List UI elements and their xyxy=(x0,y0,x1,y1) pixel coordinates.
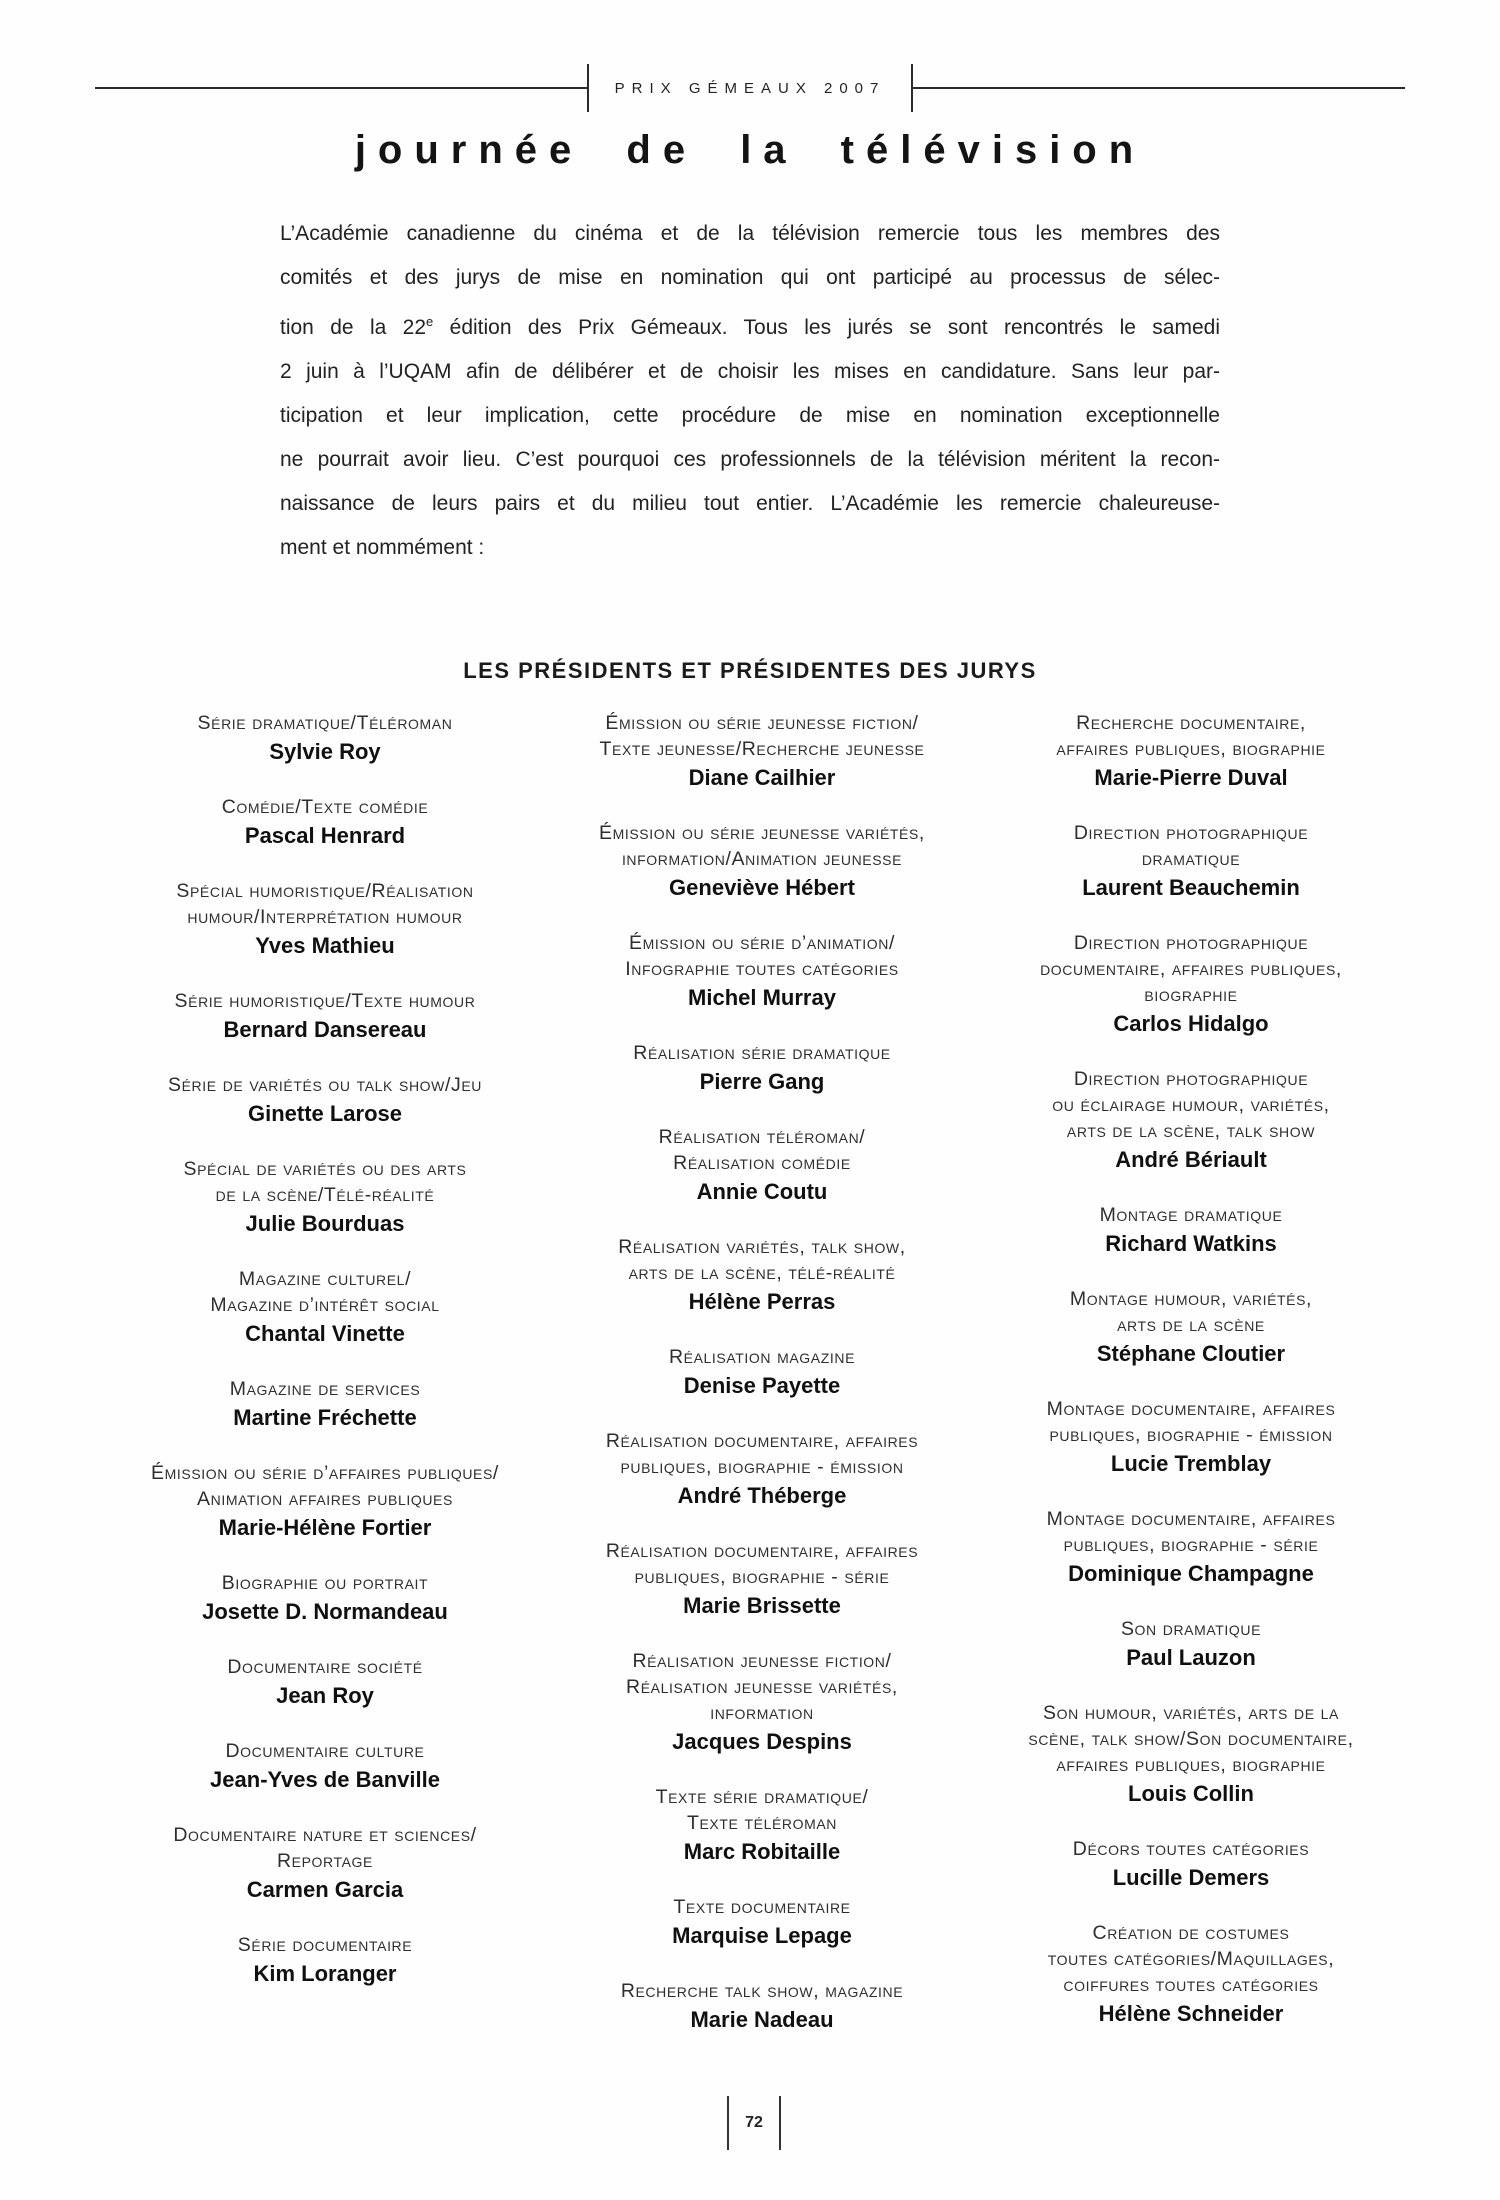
jury-category xyxy=(1074,820,1308,872)
jury-category xyxy=(633,1040,890,1066)
jury-category xyxy=(227,1654,422,1680)
jury-category xyxy=(669,1344,855,1370)
jury-entry xyxy=(1056,710,1325,791)
jury-category xyxy=(238,1932,412,1958)
jury-name: Dominique Champagne xyxy=(1068,1561,1314,1586)
header xyxy=(95,64,1405,112)
jury-category-line: publiques, biographie - série xyxy=(1063,1534,1319,1556)
intro-line: L’Académie canadienne du cinéma et de la télévision remercie tous les membres des xyxy=(280,222,1220,245)
jury-entry xyxy=(625,930,899,1011)
jury-category-line: Texte série dramatique/ xyxy=(655,1786,869,1808)
jury-entry xyxy=(176,878,473,959)
jury-name: Denise Payette xyxy=(683,1373,841,1398)
jury-entry xyxy=(210,1266,439,1347)
jury-name: Stéphane Cloutier xyxy=(1096,1341,1286,1366)
jury-entry xyxy=(1070,1286,1312,1367)
jury-columns xyxy=(105,710,1402,2062)
jury-name: Lucie Tremblay xyxy=(1110,1451,1272,1476)
jury-name: Geneviève Hébert xyxy=(669,875,855,900)
jury-entry xyxy=(1047,1506,1336,1587)
jury-category xyxy=(1073,1836,1309,1862)
jury-category-line: Réalisation variétés, talk show, xyxy=(618,1236,906,1258)
page-title: journée de la télévision xyxy=(354,128,1146,172)
jury-category xyxy=(659,1124,866,1176)
superscript-e: e xyxy=(426,314,434,329)
jury-name: Louis Collin xyxy=(1128,1781,1254,1806)
intro-paragraph xyxy=(280,212,1220,570)
jury-category xyxy=(168,1072,482,1098)
jury-category-line: Réalisation jeunesse variétés, xyxy=(626,1676,898,1698)
jury-category-line: Spécial de variétés ou des arts xyxy=(183,1158,467,1180)
jury-category-line: Réalisation documentaire, affaires xyxy=(605,1540,919,1562)
jury-name: Lucille Demers xyxy=(1112,1865,1270,1890)
jury-category-line: Réalisation jeunesse fiction/ xyxy=(632,1650,892,1672)
jury-category-line: Décors toutes catégories xyxy=(1072,1838,1310,1860)
jury-category-line: Documentaire société xyxy=(227,1656,423,1678)
jury-name: Annie Coutu xyxy=(696,1179,828,1204)
intro-line: 2 juin à l’UQAM afin de délibérer et de choisir les mises en candidature. Sans leur par- xyxy=(280,360,1220,383)
jury-entry xyxy=(669,1344,855,1399)
jury-entry xyxy=(210,1738,440,1793)
jury-entry xyxy=(1047,1396,1336,1477)
intro-line-part: édition des Prix Gémeaux. Tous les jurés se sont rencontrés le samedi xyxy=(433,316,1220,339)
jury-name: Pascal Henrard xyxy=(244,823,406,848)
jury-category-line: scène, talk show/Son documentaire, xyxy=(1028,1728,1354,1750)
jury-category xyxy=(656,1784,869,1836)
jury-category-line: arts de la scène, télé-réalité xyxy=(628,1262,896,1284)
jury-entry xyxy=(633,1040,890,1095)
jury-category-line: biographie xyxy=(1144,984,1238,1006)
jury-category xyxy=(222,794,429,820)
jury-column xyxy=(979,710,1403,2062)
jury-category xyxy=(1121,1616,1261,1642)
jury-category-line: Recherche talk show, magazine xyxy=(620,1980,904,2002)
jury-category-line: affaires publiques, biographie xyxy=(1056,1754,1326,1776)
jury-name: Martine Fréchette xyxy=(233,1405,417,1430)
jury-category-line: Son dramatique xyxy=(1120,1618,1262,1640)
jury-name: Marie Nadeau xyxy=(690,2007,834,2032)
jury-name: Kim Loranger xyxy=(253,1961,397,1986)
jury-category-line: Direction photographique xyxy=(1073,1068,1309,1090)
jury-category xyxy=(176,878,473,930)
jury-entry xyxy=(238,1932,412,1987)
jury-name: Ginette Larose xyxy=(247,1101,403,1126)
jury-category-line: Documentaire culture xyxy=(225,1740,425,1762)
kicker: PRIX GÉMEAUX 2007 xyxy=(614,79,886,97)
jury-entry xyxy=(1073,1836,1309,1891)
jury-name: Pierre Gang xyxy=(699,1069,825,1094)
jury-entry xyxy=(1028,1700,1353,1807)
intro-line: ticipation et leur implication, cette procédure de mise en nomination exceptionnelle xyxy=(280,404,1220,427)
jury-category-line: affaires publiques, biographie xyxy=(1056,738,1326,760)
jury-entry xyxy=(599,820,925,901)
jury-category-line: Spécial humoristique/Réalisation xyxy=(176,880,474,902)
jury-category-line: arts de la scène xyxy=(1117,1314,1265,1336)
jury-category-line: Réalisation magazine xyxy=(668,1346,856,1368)
jury-category-line: Série de variétés ou talk show/Jeu xyxy=(168,1074,482,1096)
jury-category-line: publiques, biographie - émission xyxy=(620,1456,904,1478)
jury-entry xyxy=(672,1894,852,1949)
jury-category-line: Magazine de services xyxy=(229,1378,421,1400)
jury-entry xyxy=(168,1072,482,1127)
jury-name: Marc Robitaille xyxy=(683,1839,841,1864)
jury-name: Jean Roy xyxy=(276,1683,374,1708)
jury-category-line: Biographie ou portrait xyxy=(221,1572,429,1594)
jury-entry xyxy=(202,1570,448,1625)
header-rule-right xyxy=(913,87,1405,89)
jury-category xyxy=(626,1648,898,1726)
jury-category-line: documentaire, affaires publiques, xyxy=(1040,958,1342,980)
jury-entry xyxy=(1121,1616,1261,1671)
intro-line: naissance de leurs pairs et du milieu tout entier. L’Académie les remercie chaleureuse- xyxy=(280,492,1220,515)
jury-category xyxy=(618,1234,906,1286)
jury-name: Richard Watkins xyxy=(1105,1231,1277,1256)
intro-line: ne pourrait avoir lieu. C’est pourquoi ces professionnels de la télévision méritent la recon- xyxy=(280,448,1220,471)
intro-line: comités et des jurys de mise en nomination qui ont participé au processus de sélec- xyxy=(280,266,1220,289)
jury-category-line: Recherche documentaire, xyxy=(1076,712,1306,734)
jury-category xyxy=(210,1738,440,1764)
jury-category-line: Direction photographique xyxy=(1073,822,1309,844)
jury-category xyxy=(202,1570,448,1596)
jury-category-line: Montage documentaire, affaires xyxy=(1046,1508,1336,1530)
jury-category-line: Animation affaires publiques xyxy=(197,1488,453,1510)
jury-category-line: Texte téléroman xyxy=(686,1812,838,1834)
section-heading: LES PRÉSIDENTS ET PRÉSIDENTES DES JURYS xyxy=(463,658,1037,683)
jury-name: Julie Bourduas xyxy=(245,1211,405,1236)
jury-category-line: de la scène/Télé-réalité xyxy=(215,1184,435,1206)
jury-entry xyxy=(659,1124,866,1205)
jury-category xyxy=(621,1978,903,2004)
jury-category-line: Magazine d’intérêt social xyxy=(210,1294,440,1316)
jury-name: Hélène Perras xyxy=(688,1289,836,1314)
jury-name: Marquise Lepage xyxy=(672,1923,852,1948)
jury-name: André Bériault xyxy=(1115,1147,1267,1172)
jury-category-line: Réalisation série dramatique xyxy=(633,1042,891,1064)
intro-line-part: tion de la 22 xyxy=(280,316,427,339)
jury-entry xyxy=(198,710,453,765)
jury-entry xyxy=(175,988,476,1043)
jury-name: Bernard Dansereau xyxy=(223,1017,427,1042)
jury-name: Chantal Vinette xyxy=(245,1321,405,1346)
jury-name: Jacques Despins xyxy=(672,1729,852,1754)
jury-category-line: Série humoristique/Texte humour xyxy=(174,990,476,1012)
jury-entry xyxy=(656,1784,869,1865)
jury-category-line: Réalisation téléroman/ xyxy=(658,1126,866,1148)
jury-column xyxy=(550,710,974,2062)
jury-category-line: Montage humour, variétés, xyxy=(1069,1288,1313,1310)
jury-entry xyxy=(222,794,429,849)
jury-column xyxy=(105,710,545,2062)
jury-category-line: Montage documentaire, affaires xyxy=(1046,1398,1336,1420)
jury-category xyxy=(1047,1506,1336,1558)
jury-name: Paul Lauzon xyxy=(1126,1645,1256,1670)
jury-entry xyxy=(618,1234,906,1315)
jury-category xyxy=(230,1376,421,1402)
jury-category-line: ou éclairage humour, variétés, xyxy=(1052,1094,1330,1116)
jury-entry xyxy=(151,1460,499,1541)
jury-entry xyxy=(621,1978,903,2033)
jury-category xyxy=(599,820,925,872)
jury-category-line: Infographie toutes catégories xyxy=(625,958,899,980)
jury-category-line: Texte documentaire xyxy=(673,1896,851,1918)
jury-category xyxy=(175,988,476,1014)
jury-name: Marie-Hélène Fortier xyxy=(218,1515,432,1540)
page-number: 72 xyxy=(745,2114,763,2131)
jury-category xyxy=(1047,1396,1336,1448)
jury-name: Sylvie Roy xyxy=(269,739,381,764)
jury-name: Laurent Beauchemin xyxy=(1082,875,1300,900)
jury-category xyxy=(1052,1066,1329,1144)
jury-category xyxy=(600,710,925,762)
jury-category xyxy=(1028,1700,1353,1778)
page-number-box xyxy=(727,2096,781,2150)
jury-category-line: dramatique xyxy=(1141,848,1241,870)
jury-category xyxy=(672,1894,852,1920)
jury-entry xyxy=(626,1648,898,1755)
jury-category-line: Texte jeunesse/Recherche jeunesse xyxy=(599,738,925,760)
jury-category-line: publiques, biographie - série xyxy=(634,1566,890,1588)
jury-name: Michel Murray xyxy=(688,985,836,1010)
jury-entry xyxy=(1048,1920,1334,2027)
jury-category-line: information/Animation jeunesse xyxy=(621,848,903,870)
kicker-box xyxy=(587,64,914,112)
jury-category-line: Émission ou série d’animation/ xyxy=(629,932,895,954)
jury-entry xyxy=(1074,820,1308,901)
intro-line: ment et nommément : xyxy=(280,536,485,559)
jury-category-line: Réalisation documentaire, affaires xyxy=(605,1430,919,1452)
jury-category-line: Reportage xyxy=(277,1850,373,1872)
jury-category-line: Série documentaire xyxy=(237,1934,413,1956)
jury-category xyxy=(606,1428,918,1480)
jury-category xyxy=(1070,1286,1312,1338)
jury-entry xyxy=(173,1822,476,1903)
jury-category-line: publiques, biographie - émission xyxy=(1049,1424,1333,1446)
jury-category-line: Série dramatique/Téléroman xyxy=(197,712,453,734)
jury-category xyxy=(1040,930,1342,1008)
intro-line xyxy=(280,300,1220,350)
jury-category-line: toutes catégories/Maquillages, xyxy=(1047,1948,1335,1970)
jury-entry xyxy=(1040,930,1342,1037)
jury-name: Diane Cailhier xyxy=(688,765,836,790)
jury-category xyxy=(625,930,899,982)
jury-name: Carmen Garcia xyxy=(246,1877,404,1902)
header-rule-left xyxy=(95,87,587,89)
jury-category xyxy=(210,1266,439,1318)
jury-category-line: Émission ou série d’affaires publiques/ xyxy=(151,1462,499,1484)
jury-category xyxy=(151,1460,499,1512)
jury-entry xyxy=(230,1376,421,1431)
jury-category-line: coiffures toutes catégories xyxy=(1063,1974,1319,1996)
jury-entry xyxy=(606,1428,918,1509)
jury-category-line: humour/Interprétation humour xyxy=(187,906,463,928)
jury-category-line: Réalisation comédie xyxy=(673,1152,851,1174)
jury-category-line: Son humour, variétés, arts de la xyxy=(1043,1702,1339,1724)
jury-name: Hélène Schneider xyxy=(1098,2001,1284,2026)
jury-name: Jean-Yves de Banville xyxy=(210,1767,440,1792)
jury-entry xyxy=(227,1654,422,1709)
jury-entry xyxy=(183,1156,466,1237)
jury-category-line: Création de costumes xyxy=(1092,1922,1290,1944)
jury-entry xyxy=(600,710,925,791)
jury-category-line: Comédie/Texte comédie xyxy=(221,796,429,818)
jury-category-line: Émission ou série jeunesse fiction/ xyxy=(605,712,919,734)
jury-name: Josette D. Normandeau xyxy=(202,1599,448,1624)
jury-category-line: Direction photographique xyxy=(1073,932,1309,954)
jury-name: Yves Mathieu xyxy=(255,933,395,958)
jury-name: Marie Brissette xyxy=(683,1593,841,1618)
jury-category xyxy=(1100,1202,1283,1228)
jury-category-line: information xyxy=(710,1702,814,1724)
jury-category-line: Montage dramatique xyxy=(1099,1204,1283,1226)
jury-category xyxy=(183,1156,466,1208)
jury-category-line: Émission ou série jeunesse variétés, xyxy=(599,822,925,844)
jury-entry xyxy=(1052,1066,1329,1173)
jury-entry xyxy=(606,1538,918,1619)
jury-category xyxy=(606,1538,918,1590)
jury-category xyxy=(1056,710,1325,762)
jury-category xyxy=(173,1822,476,1874)
jury-name: Carlos Hidalgo xyxy=(1113,1011,1269,1036)
jury-name: Marie-Pierre Duval xyxy=(1094,765,1288,790)
jury-entry xyxy=(1100,1202,1283,1257)
jury-category xyxy=(198,710,453,736)
jury-category-line: Documentaire nature et sciences/ xyxy=(173,1824,477,1846)
jury-category xyxy=(1048,1920,1334,1998)
jury-name: André Théberge xyxy=(677,1483,847,1508)
jury-category-line: arts de la scène, talk show xyxy=(1066,1120,1316,1142)
jury-category-line: Magazine culturel/ xyxy=(238,1268,412,1290)
